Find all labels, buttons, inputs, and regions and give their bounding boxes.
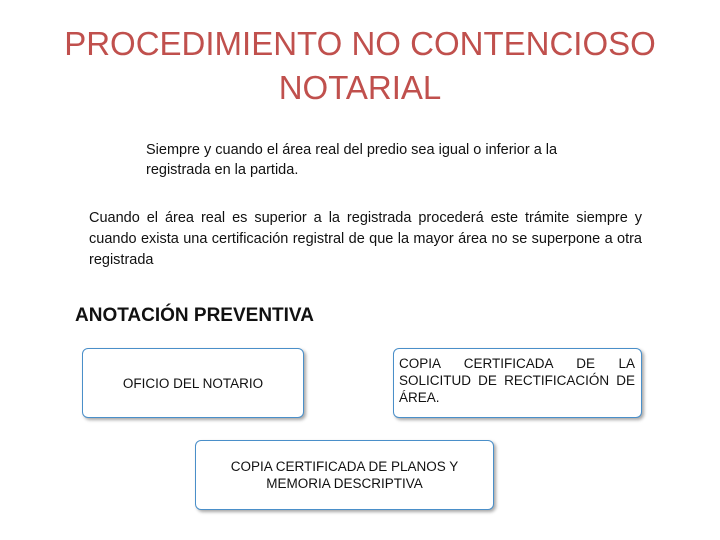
section-heading-anotacion-preventiva: ANOTACIÓN PREVENTIVA xyxy=(75,305,314,326)
requirement-box-planos-label: COPIA CERTIFICADA DE PLANOS Y MEMORIA DESCRIPTIVA xyxy=(230,459,459,491)
requirement-box-solicitud xyxy=(393,348,642,418)
requirement-box-oficio-label: OFICIO DEL NOTARIO xyxy=(122,375,264,391)
condition-paragraph-1: Siempre y cuando el área real del predio sea igual o inferior a la registrada en la partida. xyxy=(146,142,558,178)
condition-paragraph-2: Cuando el área real es superior a la registrada procederá este trámite siempre y cuando exista una certificación registral de que la mayor área no se superpone a otra registrada xyxy=(89,210,642,268)
requirement-box-solicitud-label: COPIA CERTIFICADA DE LA SOLICITUD DE RECTIFICACIÓN DE ÁREA. xyxy=(399,356,635,405)
requirement-box-oficio xyxy=(82,348,304,418)
page-title: PROCEDIMIENTO NO CONTENCIOSO NOTARIAL xyxy=(64,25,656,106)
requirement-box-planos xyxy=(195,440,494,510)
